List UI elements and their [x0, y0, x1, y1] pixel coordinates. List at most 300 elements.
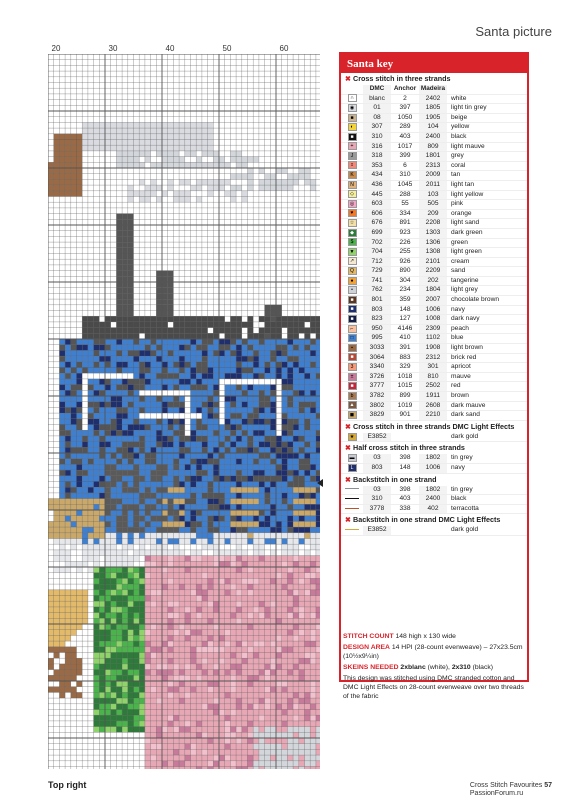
header-dmc: DMC	[363, 85, 391, 94]
ruler-number: 30	[108, 44, 118, 53]
key-madeira: 1102	[419, 334, 447, 343]
key-anchor: 397	[399, 104, 411, 112]
key-symbol	[341, 190, 363, 199]
key-row	[341, 219, 527, 229]
skeins-b-note: (black)	[472, 664, 494, 671]
colour-swatch: ■	[348, 114, 357, 122]
colour-swatch: ◇	[348, 190, 357, 198]
key-name: red	[451, 382, 461, 390]
key-row	[341, 363, 527, 373]
key-row	[341, 152, 527, 162]
key-madeira: 209	[419, 210, 447, 219]
key-anchor: 234	[399, 286, 411, 294]
colour-swatch: b	[348, 392, 357, 400]
stitch-count: 148 high x 130 wide	[395, 633, 456, 640]
key-dmc: blanc	[363, 95, 391, 104]
key-madeira: 1802	[419, 454, 447, 463]
key-name: dark navy	[451, 315, 480, 323]
key-name: light tin grey	[451, 104, 487, 112]
key-dmc: 316	[363, 143, 391, 152]
key-row	[341, 210, 527, 220]
cross-icon: ✖	[345, 515, 352, 525]
colour-swatch: ■	[348, 315, 357, 323]
key-dmc: 353	[363, 162, 391, 171]
key-dmc: 307	[363, 123, 391, 132]
chart-column-ruler	[48, 40, 320, 52]
key-row	[341, 296, 527, 306]
colour-swatch: ▼	[348, 248, 357, 256]
key-dmc: 704	[363, 248, 391, 257]
colour-swatch: ◐	[348, 123, 357, 131]
key-anchor: 1050	[397, 113, 413, 121]
key-row	[341, 95, 527, 105]
key-anchor: 329	[399, 363, 411, 371]
key-symbol	[341, 486, 363, 495]
key-symbol	[341, 433, 363, 442]
colour-swatch: N	[348, 181, 357, 189]
section-label: Backstitch in one strand	[353, 474, 437, 484]
section-label: Cross stitch in three strands	[353, 74, 451, 83]
key-symbol	[341, 401, 363, 410]
key-header-row	[341, 85, 527, 95]
key-anchor: 4146	[397, 324, 413, 332]
key-row	[341, 495, 527, 505]
key-anchor: 1015	[397, 382, 413, 390]
colour-swatch: ◼	[348, 411, 357, 419]
key-symbol	[341, 454, 363, 463]
key-anchor: 926	[399, 257, 411, 265]
key-row	[341, 191, 527, 201]
key-dmc: 603	[363, 200, 391, 209]
key-dmc: 445	[363, 191, 391, 200]
cross-icon: ✖	[345, 74, 352, 83]
key-symbol	[341, 305, 363, 314]
header-anchor: Anchor	[393, 85, 417, 92]
key-anchor: 255	[399, 248, 411, 256]
key-madeira: 402	[419, 505, 447, 514]
key-name: mauve	[451, 372, 471, 380]
key-row	[341, 454, 527, 464]
key-name: grey	[451, 152, 464, 160]
key-name: green	[451, 238, 468, 246]
key-symbol	[341, 171, 363, 180]
key-dmc: 3726	[363, 373, 391, 382]
key-madeira: 810	[419, 373, 447, 382]
key-dmc: 699	[363, 229, 391, 238]
key-name: orange	[451, 209, 472, 217]
key-name: light tan	[451, 180, 475, 188]
key-name: tin grey	[451, 454, 473, 462]
key-dmc: 3802	[363, 402, 391, 411]
key-dmc: 803	[363, 306, 391, 315]
key-madeira: 1908	[419, 344, 447, 353]
design-notes	[339, 632, 529, 703]
key-row	[341, 354, 527, 364]
key-symbol	[341, 464, 363, 473]
key-madeira: 505	[419, 200, 447, 209]
key-dmc: 950	[363, 325, 391, 334]
key-name: light brown	[451, 344, 483, 352]
key-symbol	[341, 286, 363, 295]
colour-swatch: ▬	[349, 455, 355, 462]
design-area-label: DESIGN AREA	[343, 644, 390, 651]
key-title: Santa key	[341, 54, 527, 73]
key-anchor: 226	[399, 238, 411, 246]
key-madeira: 2502	[419, 382, 447, 391]
key-madeira: 2312	[419, 354, 447, 363]
key-row	[341, 248, 527, 258]
colour-swatch: ◎	[348, 200, 357, 208]
key-dmc: 01	[363, 104, 391, 113]
colour-key-panel	[339, 52, 529, 682]
key-name: black	[451, 495, 467, 503]
key-dmc: 729	[363, 267, 391, 276]
key-madeira: 301	[419, 363, 447, 372]
key-anchor: 310	[399, 171, 411, 179]
key-name: dark sand	[451, 411, 480, 419]
key-anchor: 6	[403, 161, 407, 169]
cross-icon: ✖	[345, 474, 352, 484]
key-name: tan	[451, 171, 461, 179]
key-row	[341, 344, 527, 354]
key-anchor: 410	[399, 334, 411, 342]
key-name: beige	[451, 113, 468, 121]
key-symbol	[341, 123, 363, 132]
key-section-title	[341, 474, 527, 486]
key-anchor: 398	[399, 485, 411, 493]
colour-swatch: ↗	[348, 257, 357, 265]
key-row	[341, 162, 527, 172]
key-anchor: 923	[399, 228, 411, 236]
key-dmc: 436	[363, 181, 391, 190]
key-row	[341, 123, 527, 133]
key-name: light grey	[451, 286, 478, 294]
key-anchor: 2	[403, 94, 407, 102]
section-label: Backstitch in one strand DMC Light Effects	[353, 515, 501, 525]
key-madeira: 2101	[419, 258, 447, 267]
key-row	[341, 114, 527, 124]
key-symbol	[341, 152, 363, 161]
key-dmc: 03	[363, 486, 391, 495]
key-anchor: 304	[399, 276, 411, 284]
colour-swatch: ◉	[348, 104, 357, 112]
key-madeira: 1006	[419, 464, 447, 473]
key-symbol	[341, 344, 363, 353]
materials-info: This design was stitched using DMC stranded cotton and DMC Light Effects on 28-count evenweave over two threads of the fabric	[343, 675, 524, 700]
key-dmc: 803	[363, 464, 391, 473]
key-anchor: 359	[399, 296, 411, 304]
key-anchor: 883	[399, 353, 411, 361]
key-madeira: 1804	[419, 286, 447, 295]
key-row	[341, 200, 527, 210]
key-name: tangerine	[451, 276, 479, 284]
key-row	[341, 382, 527, 392]
key-madeira: 2009	[419, 171, 447, 180]
key-symbol	[341, 334, 363, 343]
key-symbol	[341, 296, 363, 305]
key-symbol	[341, 257, 363, 266]
key-anchor: 398	[399, 454, 411, 462]
colour-swatch: ★	[348, 433, 357, 441]
key-symbol	[341, 219, 363, 228]
key-row	[341, 143, 527, 153]
colour-swatch: 3	[348, 363, 357, 371]
colour-swatch: ▲	[348, 401, 357, 409]
key-row	[341, 411, 527, 421]
colour-swatch: ■	[348, 305, 357, 313]
key-madeira: 2402	[419, 95, 447, 104]
key-symbol	[341, 363, 363, 372]
key-dmc: 318	[363, 152, 391, 161]
key-name: chocolate brown	[451, 296, 500, 304]
key-section-title	[341, 421, 527, 433]
cross-stitch-chart	[48, 54, 320, 769]
key-madeira: 1911	[419, 392, 447, 401]
key-dmc: 741	[363, 277, 391, 286]
key-anchor: 1017	[397, 142, 413, 150]
colour-swatch: J	[348, 152, 357, 160]
header-madeira: Madeira	[420, 85, 446, 92]
key-row	[341, 486, 527, 496]
key-dmc: E3852	[363, 526, 391, 535]
colour-swatch: ∩	[348, 94, 357, 102]
key-anchor: 334	[399, 209, 411, 217]
key-symbol	[341, 315, 363, 324]
key-anchor: 1045	[397, 180, 413, 188]
key-anchor: 289	[399, 123, 411, 131]
key-row	[341, 277, 527, 287]
key-dmc: 3340	[363, 363, 391, 372]
key-name: navy	[451, 463, 465, 471]
colour-swatch: □	[348, 334, 357, 342]
chart-grid	[48, 54, 320, 769]
key-symbol	[341, 505, 363, 514]
key-name: sand	[451, 267, 466, 275]
ruler-number: 60	[279, 44, 289, 53]
key-dmc: 310	[363, 495, 391, 504]
colour-swatch: ■	[348, 296, 357, 304]
key-symbol	[341, 133, 363, 142]
key-name: dark green	[451, 228, 483, 236]
key-name: terracotta	[451, 504, 479, 512]
colour-swatch: ±	[348, 373, 357, 381]
key-name: tin grey	[451, 485, 473, 493]
key-name: black	[451, 132, 467, 140]
key-madeira: 103	[419, 191, 447, 200]
key-body	[341, 73, 527, 536]
key-section-title	[341, 73, 527, 85]
key-dmc: 702	[363, 239, 391, 248]
key-madeira: 2208	[419, 219, 447, 228]
key-symbol	[341, 238, 363, 247]
key-row	[341, 258, 527, 268]
key-anchor: 148	[399, 463, 411, 471]
key-row	[341, 104, 527, 114]
backstitch-line-swatch	[345, 529, 359, 530]
key-anchor: 399	[399, 152, 411, 160]
key-madeira: 1308	[419, 248, 447, 257]
key-symbol	[341, 526, 363, 535]
key-symbol	[341, 382, 363, 391]
key-anchor: 55	[401, 200, 409, 208]
colour-swatch: ▪	[348, 344, 357, 352]
key-dmc: 3033	[363, 344, 391, 353]
key-row	[341, 373, 527, 383]
key-dmc: 762	[363, 286, 391, 295]
key-name: light mauve	[451, 142, 485, 150]
key-dmc: 801	[363, 296, 391, 305]
key-madeira: 1306	[419, 239, 447, 248]
key-dmc: 03	[363, 454, 391, 463]
key-name: brick red	[451, 353, 477, 361]
page-number: 57	[544, 782, 552, 789]
key-madeira: 2309	[419, 325, 447, 334]
key-symbol	[341, 411, 363, 420]
key-madeira: 1006	[419, 306, 447, 315]
key-madeira: 1008	[419, 315, 447, 324]
key-madeira: 2608	[419, 402, 447, 411]
colour-swatch: ♥	[348, 209, 357, 217]
key-madeira: 104	[419, 123, 447, 132]
key-dmc: 310	[363, 133, 391, 142]
key-dmc: E3852	[363, 433, 391, 442]
ruler-number: 50	[222, 44, 232, 53]
key-symbol	[341, 200, 363, 209]
key-name: pink	[451, 200, 464, 208]
design-area: 14 HPI (28-count evenweave) – 27x23.5cm (10½x9¼in)	[343, 644, 523, 660]
key-name: white	[451, 94, 467, 102]
key-dmc: 3782	[363, 392, 391, 401]
key-row	[341, 526, 527, 536]
ruler-number: 40	[165, 44, 175, 53]
key-anchor: 890	[399, 267, 411, 275]
center-arrow-icon	[317, 479, 323, 487]
skeins-label: SKEINS NEEDED	[343, 664, 399, 671]
key-symbol	[341, 114, 363, 123]
key-name: dark gold	[451, 526, 479, 534]
key-dmc: 606	[363, 210, 391, 219]
key-symbol	[341, 161, 363, 170]
key-dmc: 3778	[363, 505, 391, 514]
key-row	[341, 433, 527, 443]
key-anchor: 901	[399, 411, 411, 419]
key-madeira: 2209	[419, 267, 447, 276]
key-anchor: 1019	[397, 401, 413, 409]
section-label: Cross stitch in three strands DMC Light Effects	[353, 421, 515, 431]
key-symbol	[341, 392, 363, 401]
key-row	[341, 239, 527, 249]
colour-swatch: ●	[348, 277, 357, 285]
backstitch-line-swatch	[345, 488, 359, 489]
colour-swatch: ☆	[348, 219, 357, 227]
backstitch-line-swatch	[345, 498, 359, 499]
key-row	[341, 181, 527, 191]
key-name: light sand	[451, 219, 480, 227]
key-madeira: 1805	[419, 104, 447, 113]
magazine-name: Cross Stitch Favourites	[469, 782, 543, 789]
key-dmc: 3777	[363, 382, 391, 391]
key-name: yellow	[451, 123, 470, 131]
key-section-title	[341, 514, 527, 526]
key-anchor: 148	[399, 305, 411, 313]
key-section-title	[341, 442, 527, 454]
key-madeira: 2210	[419, 411, 447, 420]
colour-swatch: •	[348, 286, 357, 294]
key-row	[341, 229, 527, 239]
key-anchor: 403	[399, 132, 411, 140]
key-madeira: 2313	[419, 162, 447, 171]
key-row	[341, 315, 527, 325]
key-anchor: 391	[399, 344, 411, 352]
key-symbol	[341, 495, 363, 504]
key-dmc: 08	[363, 114, 391, 123]
key-anchor: 1018	[397, 372, 413, 380]
key-symbol	[341, 325, 363, 334]
key-row	[341, 171, 527, 181]
key-name: light green	[451, 248, 482, 256]
colour-swatch: ⌐	[348, 325, 357, 333]
key-symbol	[341, 142, 363, 151]
key-dmc: 995	[363, 334, 391, 343]
key-dmc: 434	[363, 171, 391, 180]
key-row	[341, 286, 527, 296]
key-dmc: 3064	[363, 354, 391, 363]
key-madeira: 1802	[419, 486, 447, 495]
key-symbol	[341, 353, 363, 362]
colour-swatch: ◆	[348, 229, 357, 237]
key-madeira: 202	[419, 277, 447, 286]
key-name: cream	[451, 257, 470, 265]
key-symbol	[341, 181, 363, 190]
colour-swatch: ■	[348, 353, 357, 361]
key-symbol	[341, 248, 363, 257]
key-row	[341, 505, 527, 515]
watermark: PassionForum.ru	[469, 790, 524, 797]
key-madeira: 2011	[419, 181, 447, 190]
key-row	[341, 325, 527, 335]
key-row	[341, 133, 527, 143]
key-symbol	[341, 229, 363, 238]
key-name: peach	[451, 324, 469, 332]
key-anchor: 899	[399, 392, 411, 399]
key-symbol	[341, 209, 363, 218]
key-row	[341, 267, 527, 277]
key-madeira: 1905	[419, 114, 447, 123]
colour-swatch: ■	[348, 382, 357, 390]
colour-swatch: $	[348, 238, 357, 246]
page-footer	[470, 782, 552, 797]
colour-swatch: Q	[348, 267, 357, 275]
key-dmc: 676	[363, 219, 391, 228]
key-name: blue	[451, 334, 464, 342]
key-symbol	[341, 94, 363, 103]
key-madeira: 2007	[419, 296, 447, 305]
key-row	[341, 334, 527, 344]
key-madeira: 1801	[419, 152, 447, 161]
key-row	[341, 464, 527, 474]
key-name: dark gold	[451, 432, 479, 440]
key-row	[341, 392, 527, 402]
key-name: light yellow	[451, 190, 484, 198]
page-heading: Santa picture	[475, 24, 552, 39]
stitch-count-label: STITCH COUNT	[343, 633, 394, 640]
section-label: Half cross stitch in three strands	[353, 443, 465, 453]
key-name: navy	[451, 305, 465, 313]
key-madeira: 2400	[419, 495, 447, 504]
key-dmc: 3829	[363, 411, 391, 420]
colour-swatch: K	[348, 171, 357, 179]
key-anchor: 338	[399, 504, 411, 512]
